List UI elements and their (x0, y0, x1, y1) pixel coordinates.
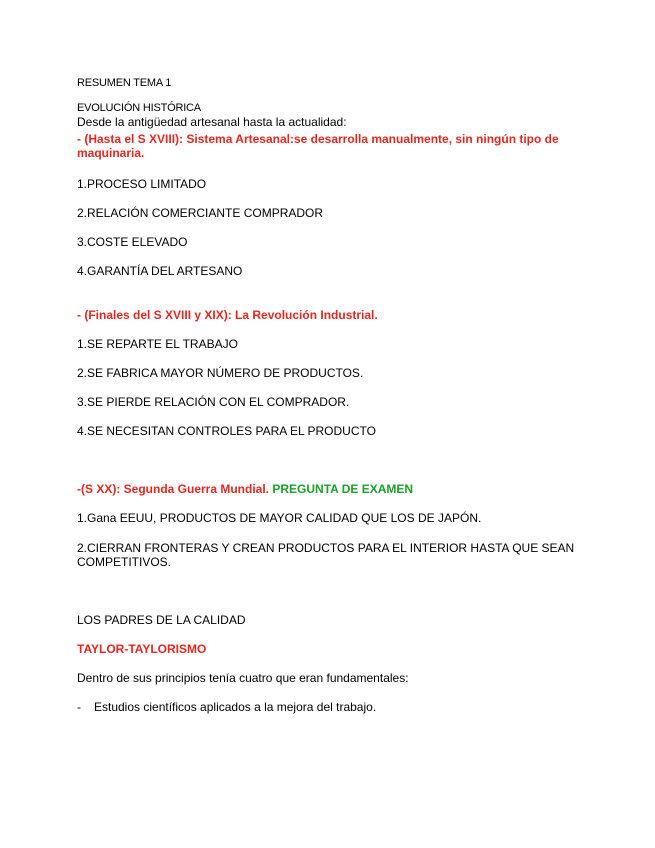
list-item: 1.SE REPARTE EL TRABAJO (77, 337, 238, 351)
exam-question-badge: PREGUNTA DE EXAMEN (272, 482, 414, 496)
taylor-intro: Dentro de sus principios tenía cuatro que eran fundamentales: (77, 671, 409, 685)
list-item: 4.GARANTÍA DEL ARTESANO (77, 264, 243, 278)
intro-text: Desde la antigüedad artesanal hasta la actualidad: (77, 115, 347, 129)
artesanal-heading: - (Hasta el S XVIII): Sistema Artesanal:se desarrolla manualmente, sin ningún tipo de maquinaria. (77, 132, 559, 160)
list-item: 2.SE FABRICA MAYOR NÚMERO DE PRODUCTOS. (77, 366, 364, 380)
list-item: 2.RELACIÓN COMERCIANTE COMPRADOR (77, 206, 324, 220)
guerra-heading-line (77, 482, 413, 496)
list-item: 4.SE NECESITAN CONTROLES PARA EL PRODUCTO (77, 424, 376, 438)
section-heading: EVOLUCIÓN HISTÓRICA (77, 102, 201, 114)
list-item: 3.SE PIERDE RELACIÓN CON EL COMPRADOR. (77, 395, 350, 409)
dash-bullet-icon: - (77, 700, 81, 714)
document-title: RESUMEN TEMA 1 (77, 77, 172, 89)
taylor-heading: TAYLOR-TAYLORISMO (77, 642, 207, 656)
bullet-item: Estudios científicos aplicados a la mejora del trabajo. (94, 700, 377, 714)
industrial-heading: - (Finales del S XVIII y XIX): La Revolución Industrial. (77, 308, 378, 322)
padres-heading: LOS PADRES DE LA CALIDAD (77, 613, 246, 627)
guerra-heading: -(S XX): Segunda Guerra Mundial. (77, 482, 270, 496)
list-item: 1.PROCESO LIMITADO (77, 177, 207, 191)
list-item: 1.Gana EEUU, PRODUCTOS DE MAYOR CALIDAD QUE LOS DE JAPÓN. (77, 511, 482, 525)
list-item: 3.COSTE ELEVADO (77, 235, 188, 249)
list-item: 2.CIERRAN FRONTERAS Y CREAN PRODUCTOS PARA EL INTERIOR HASTA QUE SEAN COMPETITIVOS. (77, 541, 575, 569)
